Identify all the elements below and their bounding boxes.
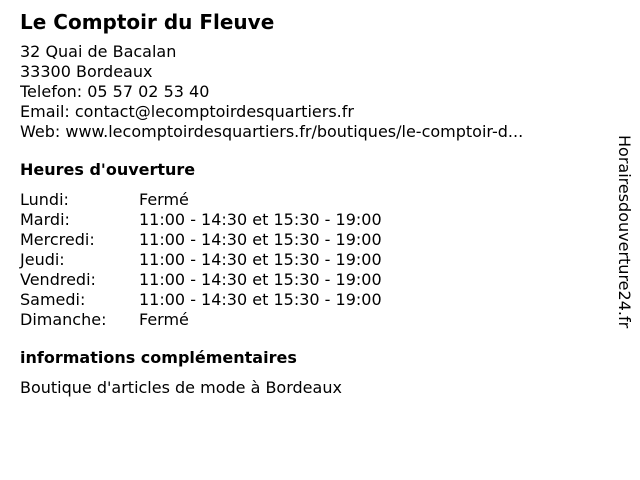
opening-hours-heading: Heures d'ouverture: [20, 160, 196, 179]
hours-row-monday: [20, 190, 382, 210]
day-label: Samedi:: [20, 290, 86, 309]
day-label: Mardi:: [20, 210, 70, 229]
phone-number: Telefon: 05 57 02 53 40: [20, 82, 210, 101]
hours-row-sunday: [20, 310, 382, 330]
day-hours: Fermé: [139, 310, 189, 329]
day-hours: Fermé: [139, 190, 189, 209]
hours-row-tuesday: [20, 210, 382, 230]
day-hours: 11:00 - 14:30 et 15:30 - 19:00: [139, 290, 382, 309]
day-hours: 11:00 - 14:30 et 15:30 - 19:00: [139, 250, 382, 269]
additional-info-heading: informations complémentaires: [20, 348, 297, 367]
hours-row-friday: [20, 270, 382, 290]
day-label: Lundi:: [20, 190, 69, 209]
business-name: Le Comptoir du Fleuve: [20, 10, 275, 34]
day-label: Dimanche:: [20, 310, 107, 329]
hours-row-wednesday: [20, 230, 382, 250]
business-card: [20, 10, 600, 398]
day-label: Vendredi:: [20, 270, 96, 289]
additional-info-text: Boutique d'articles de mode à Bordeaux: [20, 378, 342, 397]
day-hours: 11:00 - 14:30 et 15:30 - 19:00: [139, 230, 382, 249]
address-city: 33300 Bordeaux: [20, 62, 153, 81]
day-label: Mercredi:: [20, 230, 95, 249]
hours-row-thursday: [20, 250, 382, 270]
day-hours: 11:00 - 14:30 et 15:30 - 19:00: [139, 270, 382, 289]
hours-row-saturday: [20, 290, 382, 310]
day-label: Jeudi:: [20, 250, 65, 269]
opening-hours-table: [20, 190, 382, 330]
day-hours: 11:00 - 14:30 et 15:30 - 19:00: [139, 210, 382, 229]
address-street: 32 Quai de Bacalan: [20, 42, 177, 61]
website-link: Web: www.lecomptoirdesquartiers.fr/boutiques/le-comptoir-d...: [20, 122, 524, 141]
email-address: Email: contact@lecomptoirdesquartiers.fr: [20, 102, 354, 121]
brand-watermark: Horairesdouverture24.fr: [615, 135, 634, 329]
